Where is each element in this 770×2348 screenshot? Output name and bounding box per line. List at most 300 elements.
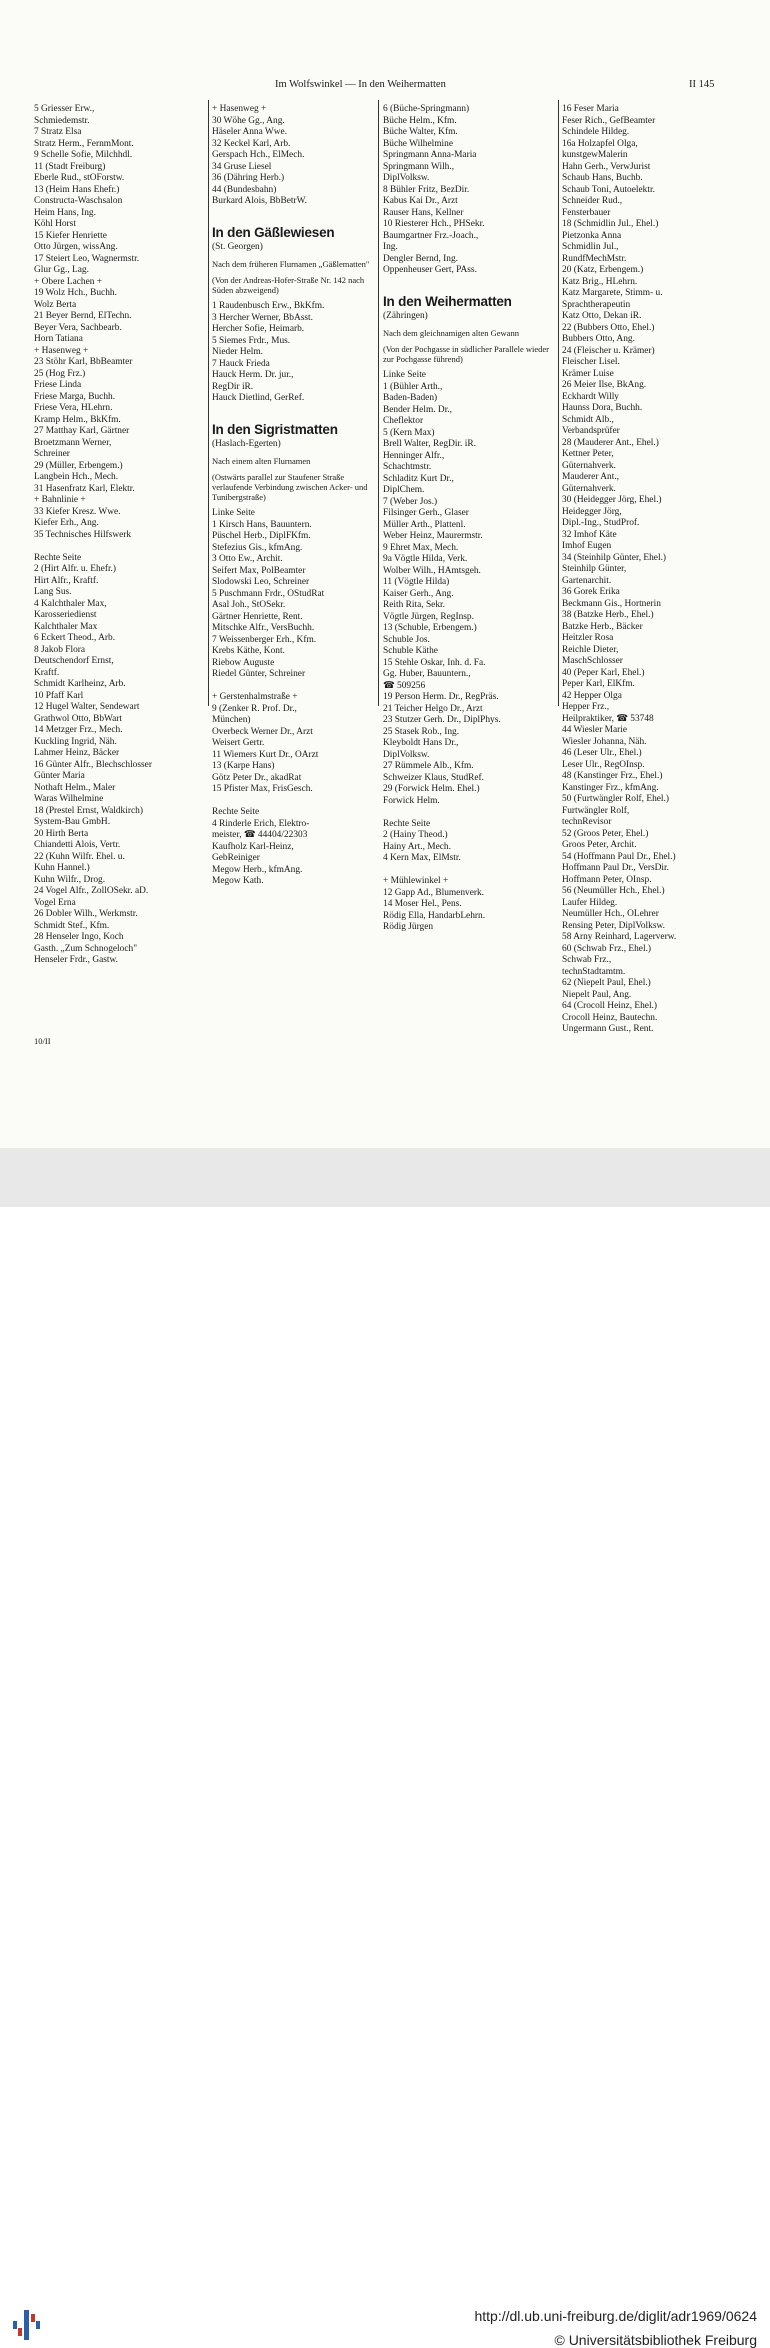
directory-entry: 5 Puschmann Frdr., OStudRat — [212, 588, 325, 599]
directory-entry: 12 Hugel Walter, Sendewart — [34, 702, 140, 712]
directory-entry: Hirt Alfr., Kraftf. — [34, 575, 99, 586]
directory-entry: Slodowski Leo, Schreiner — [212, 577, 310, 587]
directory-entry: Dipl.-Ing., StudProf. — [562, 518, 640, 528]
directory-entry: Schaub Toni, Autoelektr. — [562, 184, 655, 195]
directory-entry: 19 Wolz Hch., Buchh. — [34, 288, 117, 298]
street-heading: In den Gäßlewiesen — [212, 224, 335, 240]
directory-entry: 19 Person Herm. Dr., RegPräs. — [383, 692, 499, 702]
directory-entry: Wolber Wilh., HAmtsgeh. — [383, 565, 481, 576]
directory-entry: Rauser Hans, Kellner — [383, 207, 464, 218]
directory-entry: Püschel Herb., DiplFKfm. — [212, 531, 311, 541]
directory-entry: 16 Günter Alfr., Blechschlosser — [34, 759, 152, 770]
street-heading: In den Sigristmatten — [212, 421, 338, 437]
column-divider — [208, 100, 209, 706]
directory-entry: Chiandetti Alois, Vertr. — [34, 840, 121, 850]
directory-entry: Bender Helm. Dr., — [383, 404, 452, 415]
directory-entry: Kettner Peter, — [562, 449, 614, 459]
directory-entry: 44 (Bundesbahn) — [212, 184, 277, 195]
directory-entry: 4 Kalchthaler Max, — [34, 598, 107, 609]
directory-entry: + Mühlewinkel + — [383, 876, 449, 886]
directory-entry: 9 Ehret Max, Mech. — [383, 542, 459, 553]
directory-entry: Schaub Hans, Buchb. — [562, 173, 643, 183]
directory-entry: Güternahverk. — [562, 483, 616, 494]
street-note: (Von der Andreas-Hofer-Straße Nr. 142 nach Süden abzweigend) — [212, 275, 365, 295]
directory-entry: RundfMechMstr. — [562, 253, 627, 264]
street-district: (Haslach-Egerten) — [212, 438, 281, 449]
directory-entry: Mitschke Alfr., VersBuchh. — [212, 623, 315, 633]
directory-entry: Neumüller Hch., OLehrer — [562, 909, 659, 919]
directory-entry: Grathwol Otto, BbWart — [34, 713, 123, 724]
directory-entry: Schmiedemstr. — [34, 115, 90, 126]
directory-entry: 46 (Leser Ulr., Ehel.) — [562, 748, 642, 758]
directory-entry: 25 Stasek Rob., Ing. — [383, 726, 460, 737]
directory-entry: 1 Raudenbusch Erw., BkKfm. — [212, 301, 325, 311]
directory-entry: Crocoll Heinz, Bautechn. — [562, 1012, 658, 1023]
directory-entry: Heitzler Rosa — [562, 633, 614, 643]
directory-entry: Leser Ulr., RegOInsp. — [562, 759, 645, 770]
directory-entry: 24 Vogel Alfr., ZollOSekr. aD. — [34, 886, 149, 896]
directory-entry: 6 Eckert Theod., Arb. — [34, 633, 116, 643]
directory-entry: Gerspach Hch., ElMech. — [212, 150, 305, 160]
directory-entry: Hainy Art., Mech. — [383, 841, 451, 852]
directory-entry: Niepelt Paul, Ang. — [562, 989, 632, 1000]
directory-entry: Kalchthaler Max — [34, 621, 98, 632]
directory-entry: 9 (Zenker R. Prof. Dr., — [212, 703, 297, 714]
directory-entry: Katz Margarete, Stimm- u. — [562, 288, 663, 298]
column-3 — [383, 104, 555, 934]
directory-entry: DiplChem. — [383, 485, 425, 495]
directory-entry: 7 (Weber Jos.) — [383, 496, 438, 507]
column-1 — [34, 104, 206, 967]
directory-entry: Bubbers Otto, Ang. — [562, 334, 635, 344]
directory-entry: 3 Otto Ew., Archit. — [212, 554, 283, 564]
directory-entry: 11 (Vögtle Hilda) — [383, 577, 450, 587]
directory-entry: 21 Beyer Bernd, ElTechn. — [34, 311, 132, 321]
page-number: II 145 — [689, 79, 715, 90]
directory-entry: Eberle Rud., stOForstw. — [34, 173, 125, 183]
ub-freiburg-logo-icon — [10, 2308, 44, 2342]
directory-entry: Hoffmann Peter, OInsp. — [562, 874, 652, 885]
directory-entry: Reichle Dieter, — [562, 644, 619, 655]
directory-entry: Henninger Alfr., — [383, 450, 445, 461]
directory-entry: 9a Vögtle Hilda, Verk. — [383, 554, 468, 564]
directory-entry: Schwab Frz., — [562, 955, 612, 965]
directory-entry: Eckhardt Willy — [562, 391, 619, 402]
directory-entry: GebReiniger — [212, 853, 260, 863]
directory-entry: Heilpraktiker, ☎ 53748 — [562, 713, 654, 724]
directory-entry: Burkard Alois, BbBetrW. — [212, 196, 307, 206]
directory-entry: 26 Meier Ilse, BkAng. — [562, 380, 647, 390]
directory-entry: + Bahnlinie + — [34, 495, 86, 505]
copyright-notice: © Universitätsbibliothek Freiburg — [554, 2332, 757, 2348]
directory-entry: 42 Hepper Olga — [562, 690, 622, 701]
directory-entry: Brell Walter, RegDir. iR. — [383, 439, 476, 449]
directory-entry: 2 (Hainy Theod.) — [383, 830, 448, 840]
directory-entry: Oppenheuser Gert, PAss. — [383, 265, 477, 275]
directory-entry: 28 (Mauderer Ant., Ehel.) — [562, 437, 659, 448]
scanned-page — [0, 0, 770, 1148]
directory-entry: 15 Pfister Max, FrisGesch. — [212, 784, 313, 794]
directory-entry: Hoffmann Paul Dr., VersDir. — [562, 863, 669, 873]
directory-entry: Krämer Luise — [562, 368, 614, 379]
directory-entry: Hercher Sofie, Heimarb. — [212, 324, 305, 334]
directory-entry: 2 (Hirt Alfr. u. Ehefr.) — [34, 564, 117, 574]
directory-entry: Friese Linda — [34, 380, 82, 390]
page-header-title: Im Wolfswinkel — In den Weihermatten — [275, 79, 446, 90]
directory-entry: Verbandsprüfer — [562, 426, 620, 436]
street-note: Nach dem gleichnamigen alten Gewann — [383, 328, 519, 338]
directory-entry: Rensing Peter, DiplVolksw. — [562, 920, 666, 931]
directory-entry: 27 Matthay Karl, Gärtner — [34, 426, 130, 436]
directory-entry: Gartenarchit. — [562, 575, 612, 586]
directory-entry: Kleyboldt Hans Dr., — [383, 738, 459, 748]
permalink-url[interactable]: http://dl.ub.uni-freiburg.de/diglit/adr1969/0624 — [474, 2308, 757, 2324]
column-divider — [558, 100, 559, 706]
directory-entry: 7 Stratz Elsa — [34, 127, 82, 137]
directory-entry: Vogel Erna — [34, 897, 76, 908]
directory-entry: Kuckling Ingrid, Näh. — [34, 736, 117, 747]
directory-entry: Nothaft Helm., Maler — [34, 782, 116, 793]
directory-entry: 16 Feser Maria — [562, 104, 619, 114]
directory-entry: 36 (Dähring Herb.) — [212, 173, 285, 183]
street-entries — [212, 508, 376, 888]
directory-entry: Haunss Dora, Buchh. — [562, 403, 643, 413]
directory-entry: Mauderer Ant., — [562, 472, 620, 482]
directory-entry: Hahn Gerh., VerwJurist — [562, 161, 651, 172]
directory-entry: 26 Dobler Wilh., Werkmstr. — [34, 909, 138, 919]
directory-entry: 20 (Katz, Erbengem.) — [562, 265, 644, 275]
directory-entry: + Hasenweg + — [212, 104, 267, 114]
directory-entry: Baumgartner Frz.-Joach., — [383, 230, 479, 241]
directory-entry: 56 (Neumüller Hch., Ehel.) — [562, 886, 665, 896]
directory-entry: Asal Joh., StOSekr. — [212, 600, 286, 610]
directory-entry: 34 (Steinhilp Günter, Ehel.) — [562, 552, 667, 563]
directory-entry: Weber Heinz, Maurermstr. — [383, 531, 483, 541]
directory-entry: Batzke Herb., Bäcker — [562, 621, 643, 632]
directory-entry — [34, 541, 206, 553]
directory-entry: Horn Tatiana — [34, 334, 83, 344]
directory-entry: Gasth. „Zum Schnogeloch" — [34, 943, 138, 954]
directory-entry: Henseler Frdr., Gastw. — [34, 955, 119, 965]
directory-entry: technRevisor — [562, 817, 612, 827]
directory-entry: Katz Brig., HLehrn. — [562, 276, 638, 287]
directory-entry: 1 (Bühler Arth., — [383, 381, 443, 392]
directory-entry: 9 Schelle Sofie, Milchhdl. — [34, 150, 133, 160]
directory-entry: Katz Otto, Dekan iR. — [562, 311, 642, 321]
directory-entry: Güternahverk. — [562, 460, 616, 471]
directory-entry: Rechte Seite — [383, 818, 431, 829]
directory-entry: 15 Kiefer Henriette — [34, 230, 107, 241]
directory-entry: Ing. — [383, 242, 398, 252]
directory-entry: München) — [212, 715, 251, 725]
directory-entry: DiplVolksw. — [383, 749, 430, 760]
directory-entry: 25 (Hog Frz.) — [34, 368, 86, 379]
directory-entry: + Hasenweg + — [34, 345, 89, 356]
directory-entry: Götz Peter Dr., akadRat — [212, 772, 302, 783]
directory-entry: Büche Helm., Kfm. — [383, 115, 457, 126]
directory-entry: Schmidt Stef., Kfm. — [34, 920, 110, 931]
directory-entry: Megow Kath. — [212, 876, 264, 886]
directory-entry: + Gerstenhalmstraße + — [212, 692, 298, 702]
directory-entry: Krebs Käthe, Kont. — [212, 646, 285, 656]
directory-entry: Wolz Berta — [34, 299, 77, 310]
directory-entry: Kanstinger Frz., kfmAng. — [562, 782, 659, 793]
directory-entry: 10 Riesterer Hch., PHSekr. — [383, 219, 485, 229]
directory-entry: 50 (Furtwängler Rolf, Ehel.) — [562, 794, 670, 804]
directory-entry: Filsinger Gerh., Glaser — [383, 508, 469, 518]
directory-entry: Kaufholz Karl-Heinz, — [212, 841, 294, 852]
directory-entry: Schmidlin Jul., — [562, 242, 619, 252]
directory-entry: Weisert Gertr. — [212, 738, 265, 748]
directory-entry: 13 (Schuble, Erbengem.) — [383, 623, 477, 633]
directory-entry: meister, ☎ 44404/22303 — [212, 830, 308, 840]
directory-entry — [212, 681, 376, 693]
directory-entry: Stratz Herm., FernmMont. — [34, 138, 134, 149]
directory-entry: Glur Gg., Lag. — [34, 265, 89, 275]
directory-entry: 3 Hercher Werner, BbAsst. — [212, 312, 314, 323]
directory-entry: Rechte Seite — [212, 807, 260, 817]
directory-entry: 18 (Prestel Ernst, Waldkirch) — [34, 805, 143, 816]
directory-entry: 11 Wiemers Kurt Dr., OArzt — [212, 749, 319, 760]
directory-entry: Imhof Eugen — [562, 541, 612, 551]
directory-entry: 8 Jakob Flora — [34, 644, 86, 655]
directory-entry: Hepper Frz., — [562, 702, 610, 712]
directory-entry: 38 (Batzke Herb., Ehel.) — [562, 610, 654, 620]
directory-entry: 62 (Niepelt Paul, Ehel.) — [562, 978, 651, 988]
directory-entry: Schmidt Karlheinz, Arb. — [34, 679, 126, 689]
directory-entry: Sprachtherapeutin — [562, 299, 631, 310]
directory-entry: Langbein Hch., Mech. — [34, 472, 119, 482]
directory-entry: 48 (Kanstinger Frz., Ehel.) — [562, 771, 663, 781]
directory-entry: Waras Wilhelmine — [34, 794, 104, 804]
directory-entry: 32 Keckel Karl, Arb. — [212, 138, 291, 149]
directory-entry: Friese Marga, Buchh. — [34, 391, 116, 402]
directory-entry: Otto Jürgen, wissAng. — [34, 242, 118, 252]
directory-entry: 11 (Stadt Freiburg) — [34, 161, 106, 172]
directory-entry: 13 (Karpe Hans) — [212, 761, 275, 771]
directory-entry: Pietzonka Anna — [562, 230, 622, 241]
directory-entry: 30 (Heidegger Jörg, Ehel.) — [562, 495, 662, 505]
directory-entry: 17 Steiert Leo, Wagnermstr. — [34, 253, 140, 264]
directory-entry: Overbeck Werner Dr., Arzt — [212, 726, 313, 737]
directory-entry: Groos Peter, Archit. — [562, 840, 637, 850]
directory-entry: 12 Gapp Ad., Blumenverk. — [383, 887, 485, 898]
directory-entry: Beyer Vera, Sachbearb. — [34, 322, 122, 333]
directory-entry: DiplVolksw. — [383, 173, 430, 183]
directory-entry: Laufer Hildeg. — [562, 897, 618, 908]
directory-entry: Heidegger Jörg, — [562, 506, 622, 517]
directory-entry: Köhl Horst — [34, 219, 76, 229]
directory-entry: Büche Wilhelmine — [383, 138, 454, 149]
directory-entry — [212, 796, 376, 808]
directory-entry: 8 Bühler Fritz, BezDir. — [383, 184, 470, 195]
directory-entry: 36 Gorek Erika — [562, 587, 620, 597]
directory-entry: 30 Wöhe Gg., Ang. — [212, 115, 285, 126]
directory-entry: 23 Stutzer Gerh. Dr., DiplPhys. — [383, 715, 501, 725]
directory-entry: 22 (Kuhn Wilfr. Ehel. u. — [34, 851, 125, 862]
directory-entry: 13 (Heim Hans Ehefr.) — [34, 184, 120, 195]
street-note: Nach dem früheren Flurnamen „Gäßlematten" — [212, 259, 370, 269]
directory-entry: 40 (Peper Karl, Ehel.) — [562, 667, 645, 678]
directory-entry: 20 Hirth Berta — [34, 828, 89, 839]
directory-entry: Reith Rita, Sekr. — [383, 600, 445, 610]
street-note: (Von der Pochgasse in südlicher Parallele wieder zur Pochgasse führend) — [383, 344, 550, 364]
directory-entry: Kramp Helm., BkKfm. — [34, 414, 121, 425]
directory-entry: Rödig Jürgen — [383, 922, 434, 932]
directory-entry: Heim Hans, Ing. — [34, 207, 96, 218]
directory-entry: Kraftf. — [34, 667, 60, 678]
directory-entry: Peper Karl, ElKfm. — [562, 679, 635, 689]
column-divider — [378, 100, 379, 706]
directory-entry: Megow Herb., kfmAng. — [212, 864, 303, 875]
directory-entry: 54 (Hoffmann Paul Dr., Ehel.) — [562, 851, 676, 862]
column-2-top-entries — [212, 104, 376, 208]
directory-entry: Friese Vera, HLehrn. — [34, 403, 113, 413]
directory-entry: 35 Technisches Hilfswerk — [34, 529, 132, 540]
directory-entry: Wiesler Johanna, Näh. — [562, 736, 647, 747]
directory-entry: 18 (Schmidlin Jul., Ehel.) — [562, 219, 659, 229]
directory-entry: Büche Walter, Kfm. — [383, 127, 458, 137]
directory-entry: 16a Holzapfel Olga, — [562, 138, 638, 149]
directory-entry: Kabus Kai Dr., Arzt — [383, 196, 458, 206]
directory-entry: Springmann Anna-Maria — [383, 150, 477, 160]
directory-entry: 52 (Groos Peter, Ehel.) — [562, 828, 649, 839]
directory-entry: Kaiser Gerh., Ang. — [383, 588, 454, 599]
directory-entry: Fensterbauer — [562, 207, 611, 218]
street-note: Nach einem alten Flurnamen — [212, 456, 311, 466]
directory-entry: Vögtle Jürgen, RegInsp. — [383, 611, 474, 622]
directory-entry: 5 (Kern Max) — [383, 427, 435, 438]
directory-entry: Kuhn Hannel.) — [34, 863, 90, 873]
directory-entry: 27 Rümmele Alb., Kfm. — [383, 761, 474, 771]
directory-entry: Forwick Helm. — [383, 795, 440, 806]
directory-entry: 44 Wiesler Marie — [562, 725, 628, 735]
directory-entry: MaschSchlosser — [562, 656, 623, 666]
directory-entry: 34 Gruse Liesel — [212, 161, 272, 172]
directory-entry: + Obere Lachen + — [34, 276, 103, 287]
directory-entry: Beckmann Gis., Hortnerin — [562, 598, 661, 609]
directory-entry: Lang Sus. — [34, 587, 72, 597]
directory-entry: Schuble Käthe — [383, 646, 438, 656]
directory-entry: Riebow Auguste — [212, 657, 275, 668]
street-entries — [212, 301, 376, 405]
signature-mark: 10/II — [34, 1036, 51, 1046]
directory-entry: Schweizer Klaus, StudRef. — [383, 772, 485, 783]
directory-entry: Schladitz Kurt Dr., — [383, 473, 454, 484]
directory-entry: Häseler Anna Wwe. — [212, 127, 288, 137]
directory-entry: Fleischer Lisel. — [562, 357, 620, 367]
directory-entry: Furtwängler Rolf, — [562, 805, 630, 816]
directory-entry: Feser Rich., GefBeamter — [562, 115, 656, 126]
directory-entry: 7 Weissenberger Erh., Kfm. — [212, 634, 317, 645]
directory-entry: Linke Seite — [383, 370, 426, 380]
directory-entry: Schneider Rud., — [562, 196, 623, 206]
directory-entry: Hauck Herm. Dr. jur., — [212, 370, 294, 380]
directory-entry: Stefezius Gis., kfmAng. — [212, 542, 303, 553]
column-2 — [212, 104, 376, 888]
directory-entry: Schreiner — [34, 449, 70, 459]
directory-entry: Seifert Max, PolBeamter — [212, 565, 306, 576]
directory-entry: Riedel Günter, Schreiner — [212, 669, 306, 679]
directory-entry: technStadtamtm. — [562, 966, 626, 977]
directory-entry: 58 Arny Reinhard, Lagerverw. — [562, 932, 677, 942]
directory-entry: 6 (Büche-Springmann) — [383, 104, 470, 114]
directory-entry: 28 Henseler Ingo, Koch — [34, 932, 124, 942]
directory-entry: Cheflektor — [383, 416, 424, 426]
directory-entry: 5 Griesser Erw., — [34, 104, 95, 114]
directory-entry: Springmann Wilh., — [383, 161, 455, 172]
directory-entry: Schindele Hildeg. — [562, 127, 630, 137]
directory-entry: Gärtner Henriette, Rent. — [212, 611, 303, 622]
directory-entry: ☎ 509256 — [383, 680, 426, 691]
directory-entry: 23 Stöhr Karl, BbBeamter — [34, 357, 133, 367]
directory-entry — [383, 807, 555, 819]
directory-entry: 29 (Müller, Erbengem.) — [34, 460, 123, 471]
directory-entry: 24 (Fleischer u. Krämer) — [562, 345, 655, 356]
directory-entry: 31 Hasenfratz Karl, Elektr. — [34, 483, 135, 494]
directory-entry: Kiefer Erh., Ang. — [34, 518, 99, 528]
directory-entry: Schmidt Alb., — [562, 414, 614, 425]
directory-entry: Nieder Helm. — [212, 347, 264, 357]
directory-entry: 64 (Crocoll Heinz, Ehel.) — [562, 1001, 658, 1011]
directory-entry: Schachtmstr. — [383, 462, 432, 472]
directory-entry: 14 Metzger Frz., Mech. — [34, 725, 123, 735]
directory-entry: Günter Maria — [34, 771, 85, 781]
directory-entry: Constructa-Waschsalon — [34, 196, 123, 206]
directory-entry: Ungermann Gust., Rent. — [562, 1024, 654, 1034]
directory-entry — [383, 865, 555, 877]
directory-entry: 33 Kiefer Kresz. Wwe. — [34, 506, 121, 517]
directory-entry: RegDir iR. — [212, 381, 254, 392]
viewer-footer-bar — [0, 1148, 770, 2348]
directory-entry: Deutschendorf Ernst, — [34, 656, 114, 666]
directory-entry: 5 Siemes Frdr., Mus. — [212, 335, 291, 346]
directory-entry: 22 (Bubbers Otto, Ehel.) — [562, 322, 655, 333]
directory-entry: Kuhn Wilfr., Drog. — [34, 874, 106, 885]
column-3-top-entries — [383, 104, 555, 277]
directory-entry: 21 Teicher Helgo Dr., Arzt — [383, 703, 483, 714]
street-district: (St. Georgen) — [212, 241, 263, 252]
directory-entry: Schuble Jos. — [383, 634, 430, 645]
street-entries — [383, 370, 555, 934]
directory-entry: 29 (Forwick Helm. Ehel.) — [383, 784, 480, 794]
directory-entry: Müller Arth., Plattenl. — [383, 519, 466, 530]
directory-entry: Gg. Huber, Bauuntern., — [383, 669, 471, 679]
directory-entry: Broetzmann Werner, — [34, 437, 112, 448]
directory-entry: 15 Stehle Oskar, Inh. d. Fa. — [383, 657, 486, 668]
directory-entry: 10 Pfaff Karl — [34, 690, 84, 701]
directory-entry: Hauck Dietlind, GerRef. — [212, 393, 305, 403]
column-4 — [562, 104, 762, 1036]
directory-entry: 60 (Schwab Frz., Ehel.) — [562, 943, 652, 954]
directory-entry: Rechte Seite — [34, 552, 82, 563]
street-heading: In den Weihermatten — [383, 293, 512, 309]
directory-entry: Linke Seite — [212, 508, 255, 518]
directory-entry: Karosseriedienst — [34, 610, 97, 620]
directory-entry: Steinhilp Günter, — [562, 564, 627, 574]
directory-entry: 4 Kern Max, ElMstr. — [383, 853, 461, 863]
directory-entry: Rödig Ella, HandarbLehrn. — [383, 910, 486, 921]
directory-entry: Baden-Baden) — [383, 393, 438, 403]
street-district: (Zähringen) — [383, 310, 428, 321]
directory-entry: 4 Rinderle Erich, Elektro- — [212, 818, 310, 829]
directory-entry: 32 Imhof Käte — [562, 529, 617, 540]
directory-entry: System-Bau GmbH. — [34, 817, 111, 827]
directory-entry: Lahmer Heinz, Bäcker — [34, 748, 120, 758]
directory-entry: kunstgewMalerin — [562, 150, 628, 160]
directory-entry: 1 Kirsch Hans, Bauuntern. — [212, 519, 312, 530]
directory-entry: Dengler Bernd, Ing. — [383, 253, 458, 264]
